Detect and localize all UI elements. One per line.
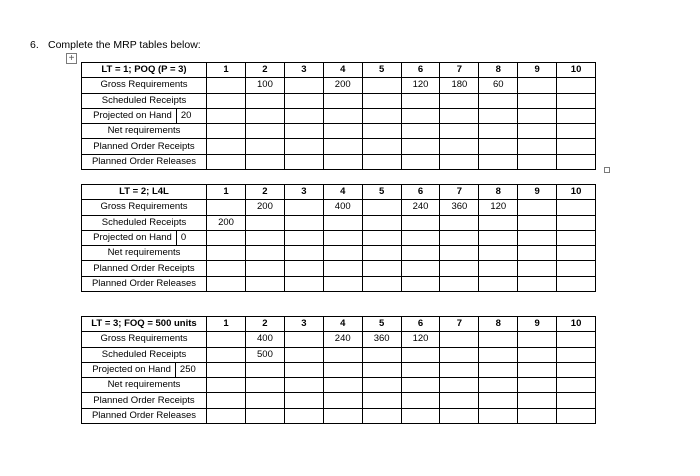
mrp-cell[interactable]	[479, 93, 518, 108]
mrp-cell[interactable]: 240	[323, 332, 362, 347]
mrp-cell[interactable]	[246, 124, 285, 139]
mrp-cell[interactable]	[440, 230, 479, 245]
mrp-cell[interactable]	[440, 154, 479, 169]
mrp-cell[interactable]	[518, 154, 557, 169]
mrp-cell[interactable]	[323, 393, 362, 408]
mrp-cell[interactable]	[440, 378, 479, 393]
mrp-cell[interactable]	[518, 393, 557, 408]
mrp-cell[interactable]	[323, 215, 362, 230]
mrp-cell[interactable]	[440, 124, 479, 139]
mrp-cell[interactable]	[323, 124, 362, 139]
mrp-cell[interactable]	[401, 93, 440, 108]
row-label: Projected on Hand	[93, 231, 172, 243]
mrp-cell[interactable]	[284, 261, 323, 276]
mrp-cell[interactable]: 360	[440, 200, 479, 215]
period-header: 10	[557, 185, 596, 200]
mrp-cell[interactable]	[323, 347, 362, 362]
table-row	[82, 347, 596, 362]
period-header: 1	[207, 63, 246, 78]
table-row	[82, 246, 596, 261]
table-title: LT = 3; FOQ = 500 units	[82, 317, 207, 332]
mrp-cell[interactable]	[440, 93, 479, 108]
mrp-cell[interactable]	[518, 246, 557, 261]
mrp-cell[interactable]	[362, 200, 401, 215]
period-header: 8	[479, 185, 518, 200]
table-title: LT = 1; POQ (P = 3)	[82, 63, 207, 78]
period-header: 2	[246, 185, 285, 200]
mrp-cell[interactable]	[401, 362, 440, 377]
question-text: Complete the MRP tables below:	[48, 39, 201, 51]
mrp-cell[interactable]	[440, 332, 479, 347]
mrp-cell[interactable]	[401, 347, 440, 362]
period-header: 9	[518, 317, 557, 332]
mrp-cell[interactable]	[557, 124, 596, 139]
row-label: Gross Requirements	[82, 200, 207, 215]
mrp-cell[interactable]	[207, 124, 246, 139]
mrp-cell[interactable]	[557, 408, 596, 423]
mrp-cell[interactable]	[246, 108, 285, 123]
table-row	[82, 408, 596, 423]
period-header: 6	[401, 185, 440, 200]
period-header: 7	[440, 63, 479, 78]
mrp-cell[interactable]: 200	[323, 78, 362, 93]
mrp-cell[interactable]	[362, 154, 401, 169]
mrp-cell[interactable]	[557, 378, 596, 393]
mrp-cell[interactable]	[207, 139, 246, 154]
mrp-cell[interactable]	[479, 246, 518, 261]
table-row	[82, 230, 596, 245]
period-header: 8	[479, 317, 518, 332]
mrp-cell[interactable]	[246, 230, 285, 245]
mrp-cell[interactable]	[284, 362, 323, 377]
mrp-cell[interactable]	[284, 78, 323, 93]
table-row	[82, 93, 596, 108]
period-header: 9	[518, 185, 557, 200]
mrp-cell[interactable]: 100	[246, 78, 285, 93]
mrp-cell[interactable]: 180	[440, 78, 479, 93]
mrp-cell[interactable]	[479, 139, 518, 154]
mrp-cell[interactable]	[362, 362, 401, 377]
mrp-cell[interactable]	[207, 230, 246, 245]
mrp-cell[interactable]	[479, 215, 518, 230]
period-header: 7	[440, 317, 479, 332]
row-label: Gross Requirements	[82, 78, 207, 93]
mrp-cell[interactable]	[362, 378, 401, 393]
period-header: 7	[440, 185, 479, 200]
mrp-cell[interactable]	[557, 362, 596, 377]
mrp-cell[interactable]	[207, 154, 246, 169]
mrp-cell[interactable]	[440, 108, 479, 123]
mrp-cell[interactable]	[284, 154, 323, 169]
mrp-cell[interactable]	[246, 408, 285, 423]
mrp-cell[interactable]	[246, 378, 285, 393]
mrp-cell[interactable]	[246, 93, 285, 108]
mrp-cell[interactable]	[246, 362, 285, 377]
table-header-row	[82, 317, 596, 332]
question-number: 6.	[30, 39, 39, 51]
mrp-table-3	[81, 316, 596, 424]
mrp-cell[interactable]: 120	[401, 332, 440, 347]
mrp-cell[interactable]	[440, 393, 479, 408]
table-resize-handle-icon[interactable]	[604, 167, 610, 173]
table-move-handle-icon[interactable]: +	[66, 53, 77, 64]
mrp-cell[interactable]	[401, 246, 440, 261]
table-row	[82, 108, 596, 123]
mrp-cell[interactable]	[207, 200, 246, 215]
table-header-row	[82, 63, 596, 78]
row-label: Scheduled Receipts	[82, 215, 207, 230]
mrp-cell[interactable]	[440, 347, 479, 362]
table-header-row	[82, 185, 596, 200]
mrp-cell[interactable]	[207, 408, 246, 423]
mrp-cell[interactable]	[440, 276, 479, 291]
mrp-cell[interactable]	[284, 393, 323, 408]
mrp-cell[interactable]	[440, 362, 479, 377]
mrp-cell[interactable]	[323, 276, 362, 291]
mrp-cell[interactable]	[440, 261, 479, 276]
mrp-cell[interactable]	[440, 215, 479, 230]
mrp-cell[interactable]	[401, 154, 440, 169]
period-header: 8	[479, 63, 518, 78]
mrp-cell[interactable]	[557, 261, 596, 276]
mrp-cell[interactable]	[479, 378, 518, 393]
mrp-cell[interactable]	[284, 200, 323, 215]
mrp-cell[interactable]	[246, 139, 285, 154]
mrp-cell[interactable]	[362, 93, 401, 108]
mrp-cell[interactable]	[323, 362, 362, 377]
period-header: 1	[207, 317, 246, 332]
mrp-cell[interactable]	[518, 139, 557, 154]
mrp-cell[interactable]	[557, 347, 596, 362]
period-header: 2	[246, 63, 285, 78]
mrp-cell[interactable]	[557, 393, 596, 408]
mrp-cell[interactable]	[518, 124, 557, 139]
mrp-cell[interactable]	[479, 108, 518, 123]
mrp-cell[interactable]	[518, 78, 557, 93]
period-header: 6	[401, 317, 440, 332]
row-label: Gross Requirements	[82, 332, 207, 347]
mrp-cell[interactable]	[401, 276, 440, 291]
table-row	[82, 261, 596, 276]
mrp-cell[interactable]	[284, 124, 323, 139]
mrp-cell[interactable]	[518, 108, 557, 123]
mrp-cell[interactable]	[362, 215, 401, 230]
mrp-cell[interactable]	[557, 230, 596, 245]
mrp-cell[interactable]	[284, 246, 323, 261]
mrp-cell[interactable]: 360	[362, 332, 401, 347]
mrp-cell[interactable]	[323, 93, 362, 108]
mrp-cell[interactable]	[362, 230, 401, 245]
mrp-cell[interactable]	[323, 378, 362, 393]
mrp-cell[interactable]	[284, 347, 323, 362]
period-header: 6	[401, 63, 440, 78]
mrp-cell[interactable]	[284, 408, 323, 423]
period-header: 3	[284, 317, 323, 332]
mrp-cell[interactable]: 200	[246, 200, 285, 215]
mrp-cell[interactable]	[362, 139, 401, 154]
mrp-cell[interactable]	[401, 393, 440, 408]
mrp-cell[interactable]: 400	[246, 332, 285, 347]
mrp-cell[interactable]	[518, 93, 557, 108]
period-header: 3	[284, 185, 323, 200]
table-row	[82, 154, 596, 169]
period-header: 2	[246, 317, 285, 332]
mrp-cell[interactable]	[362, 276, 401, 291]
mrp-cell[interactable]	[518, 408, 557, 423]
period-header: 9	[518, 63, 557, 78]
mrp-cell[interactable]: 240	[401, 200, 440, 215]
mrp-cell[interactable]	[362, 78, 401, 93]
table-row	[82, 215, 596, 230]
mrp-cell[interactable]	[401, 124, 440, 139]
mrp-cell[interactable]	[401, 261, 440, 276]
mrp-cell[interactable]	[401, 408, 440, 423]
mrp-cell[interactable]	[518, 362, 557, 377]
mrp-cell[interactable]: 500	[246, 347, 285, 362]
row-label: Net requirements	[82, 124, 207, 139]
period-header: 5	[362, 63, 401, 78]
mrp-cell[interactable]	[557, 332, 596, 347]
mrp-cell[interactable]	[207, 276, 246, 291]
period-header: 5	[362, 317, 401, 332]
mrp-cell[interactable]	[246, 393, 285, 408]
mrp-cell[interactable]	[362, 393, 401, 408]
mrp-cell[interactable]	[207, 362, 246, 377]
period-header: 4	[323, 63, 362, 78]
mrp-cell[interactable]	[246, 261, 285, 276]
mrp-cell[interactable]: 60	[479, 78, 518, 93]
table-row	[82, 200, 596, 215]
mrp-cell[interactable]: 120	[401, 78, 440, 93]
mrp-cell[interactable]	[557, 154, 596, 169]
mrp-cell[interactable]	[362, 108, 401, 123]
mrp-cell[interactable]	[518, 200, 557, 215]
mrp-cell[interactable]	[207, 347, 246, 362]
initial-on-hand: 250	[175, 363, 196, 377]
initial-on-hand: 0	[176, 231, 195, 245]
mrp-cell[interactable]	[518, 378, 557, 393]
table-row	[82, 276, 596, 291]
mrp-cell[interactable]: 120	[479, 200, 518, 215]
mrp-cell[interactable]	[479, 261, 518, 276]
period-header: 1	[207, 185, 246, 200]
table-row	[82, 378, 596, 393]
mrp-cell[interactable]	[246, 246, 285, 261]
row-label: Planned Order Receipts	[82, 393, 207, 408]
mrp-cell[interactable]	[284, 215, 323, 230]
mrp-cell[interactable]	[207, 108, 246, 123]
row-label: Scheduled Receipts	[82, 93, 207, 108]
mrp-cell[interactable]	[323, 246, 362, 261]
period-header: 4	[323, 185, 362, 200]
mrp-cell[interactable]	[479, 230, 518, 245]
period-header: 4	[323, 317, 362, 332]
mrp-cell[interactable]	[246, 276, 285, 291]
row-label: Projected on Hand	[92, 363, 171, 375]
mrp-cell[interactable]	[479, 362, 518, 377]
mrp-cell[interactable]	[284, 139, 323, 154]
mrp-cell[interactable]	[323, 139, 362, 154]
mrp-cell[interactable]	[518, 276, 557, 291]
row-label-cell	[82, 362, 207, 377]
row-label-cell	[82, 108, 207, 123]
period-header: 5	[362, 185, 401, 200]
mrp-cell[interactable]: 200	[207, 215, 246, 230]
mrp-cell[interactable]	[557, 93, 596, 108]
mrp-cell[interactable]	[362, 261, 401, 276]
row-label: Net requirements	[82, 378, 207, 393]
mrp-cell[interactable]	[284, 93, 323, 108]
mrp-cell[interactable]	[557, 200, 596, 215]
mrp-cell[interactable]	[401, 108, 440, 123]
mrp-cell[interactable]	[207, 261, 246, 276]
mrp-cell[interactable]	[440, 246, 479, 261]
mrp-cell[interactable]	[284, 332, 323, 347]
mrp-table-2	[81, 184, 596, 292]
mrp-cell[interactable]	[557, 276, 596, 291]
mrp-cell[interactable]	[518, 347, 557, 362]
mrp-cell[interactable]	[284, 378, 323, 393]
table-title: LT = 2; L4L	[82, 185, 207, 200]
row-label: Scheduled Receipts	[82, 347, 207, 362]
row-label: Planned Order Releases	[82, 154, 207, 169]
mrp-cell[interactable]	[401, 215, 440, 230]
mrp-cell[interactable]	[557, 139, 596, 154]
mrp-cell[interactable]	[207, 332, 246, 347]
mrp-cell[interactable]	[207, 246, 246, 261]
period-header: 10	[557, 63, 596, 78]
mrp-cell[interactable]	[401, 139, 440, 154]
mrp-cell[interactable]	[362, 408, 401, 423]
mrp-cell[interactable]	[479, 154, 518, 169]
mrp-cell[interactable]	[518, 261, 557, 276]
mrp-cell[interactable]	[323, 154, 362, 169]
row-label: Planned Order Releases	[82, 276, 207, 291]
row-label: Planned Order Releases	[82, 408, 207, 423]
mrp-cell[interactable]	[207, 378, 246, 393]
mrp-cell[interactable]	[207, 78, 246, 93]
initial-on-hand: 20	[176, 109, 195, 123]
mrp-cell[interactable]	[557, 215, 596, 230]
row-label: Net requirements	[82, 246, 207, 261]
mrp-cell[interactable]	[284, 276, 323, 291]
mrp-cell[interactable]	[401, 378, 440, 393]
mrp-cell[interactable]	[557, 78, 596, 93]
row-label: Planned Order Receipts	[82, 139, 207, 154]
period-header: 3	[284, 63, 323, 78]
mrp-cell[interactable]	[362, 246, 401, 261]
mrp-cell[interactable]	[401, 230, 440, 245]
mrp-cell[interactable]	[479, 347, 518, 362]
mrp-cell[interactable]	[440, 408, 479, 423]
mrp-cell[interactable]	[440, 139, 479, 154]
row-label: Projected on Hand	[93, 109, 172, 121]
mrp-cell[interactable]	[518, 215, 557, 230]
table-row	[82, 362, 596, 377]
mrp-cell[interactable]	[284, 108, 323, 123]
period-header: 10	[557, 317, 596, 332]
table-row	[82, 393, 596, 408]
mrp-cell[interactable]	[479, 124, 518, 139]
table-row	[82, 139, 596, 154]
mrp-cell[interactable]: 400	[323, 200, 362, 215]
mrp-cell[interactable]	[284, 230, 323, 245]
mrp-cell[interactable]	[323, 230, 362, 245]
mrp-cell[interactable]	[362, 124, 401, 139]
mrp-cell[interactable]	[362, 347, 401, 362]
row-label: Planned Order Receipts	[82, 261, 207, 276]
mrp-cell[interactable]	[207, 393, 246, 408]
table-row	[82, 78, 596, 93]
mrp-cell[interactable]	[557, 108, 596, 123]
question-prompt	[30, 39, 201, 51]
mrp-cell[interactable]	[479, 276, 518, 291]
mrp-cell[interactable]	[246, 215, 285, 230]
mrp-cell[interactable]	[323, 108, 362, 123]
mrp-cell[interactable]	[479, 408, 518, 423]
mrp-cell[interactable]	[479, 332, 518, 347]
mrp-cell[interactable]	[518, 230, 557, 245]
mrp-table-1	[81, 62, 596, 170]
table-row	[82, 332, 596, 347]
mrp-cell[interactable]	[207, 93, 246, 108]
mrp-cell[interactable]	[479, 393, 518, 408]
mrp-cell[interactable]	[518, 332, 557, 347]
mrp-cell[interactable]	[323, 261, 362, 276]
table-row	[82, 124, 596, 139]
row-label-cell	[82, 230, 207, 245]
mrp-cell[interactable]	[557, 246, 596, 261]
mrp-cell[interactable]	[246, 154, 285, 169]
mrp-cell[interactable]	[323, 408, 362, 423]
